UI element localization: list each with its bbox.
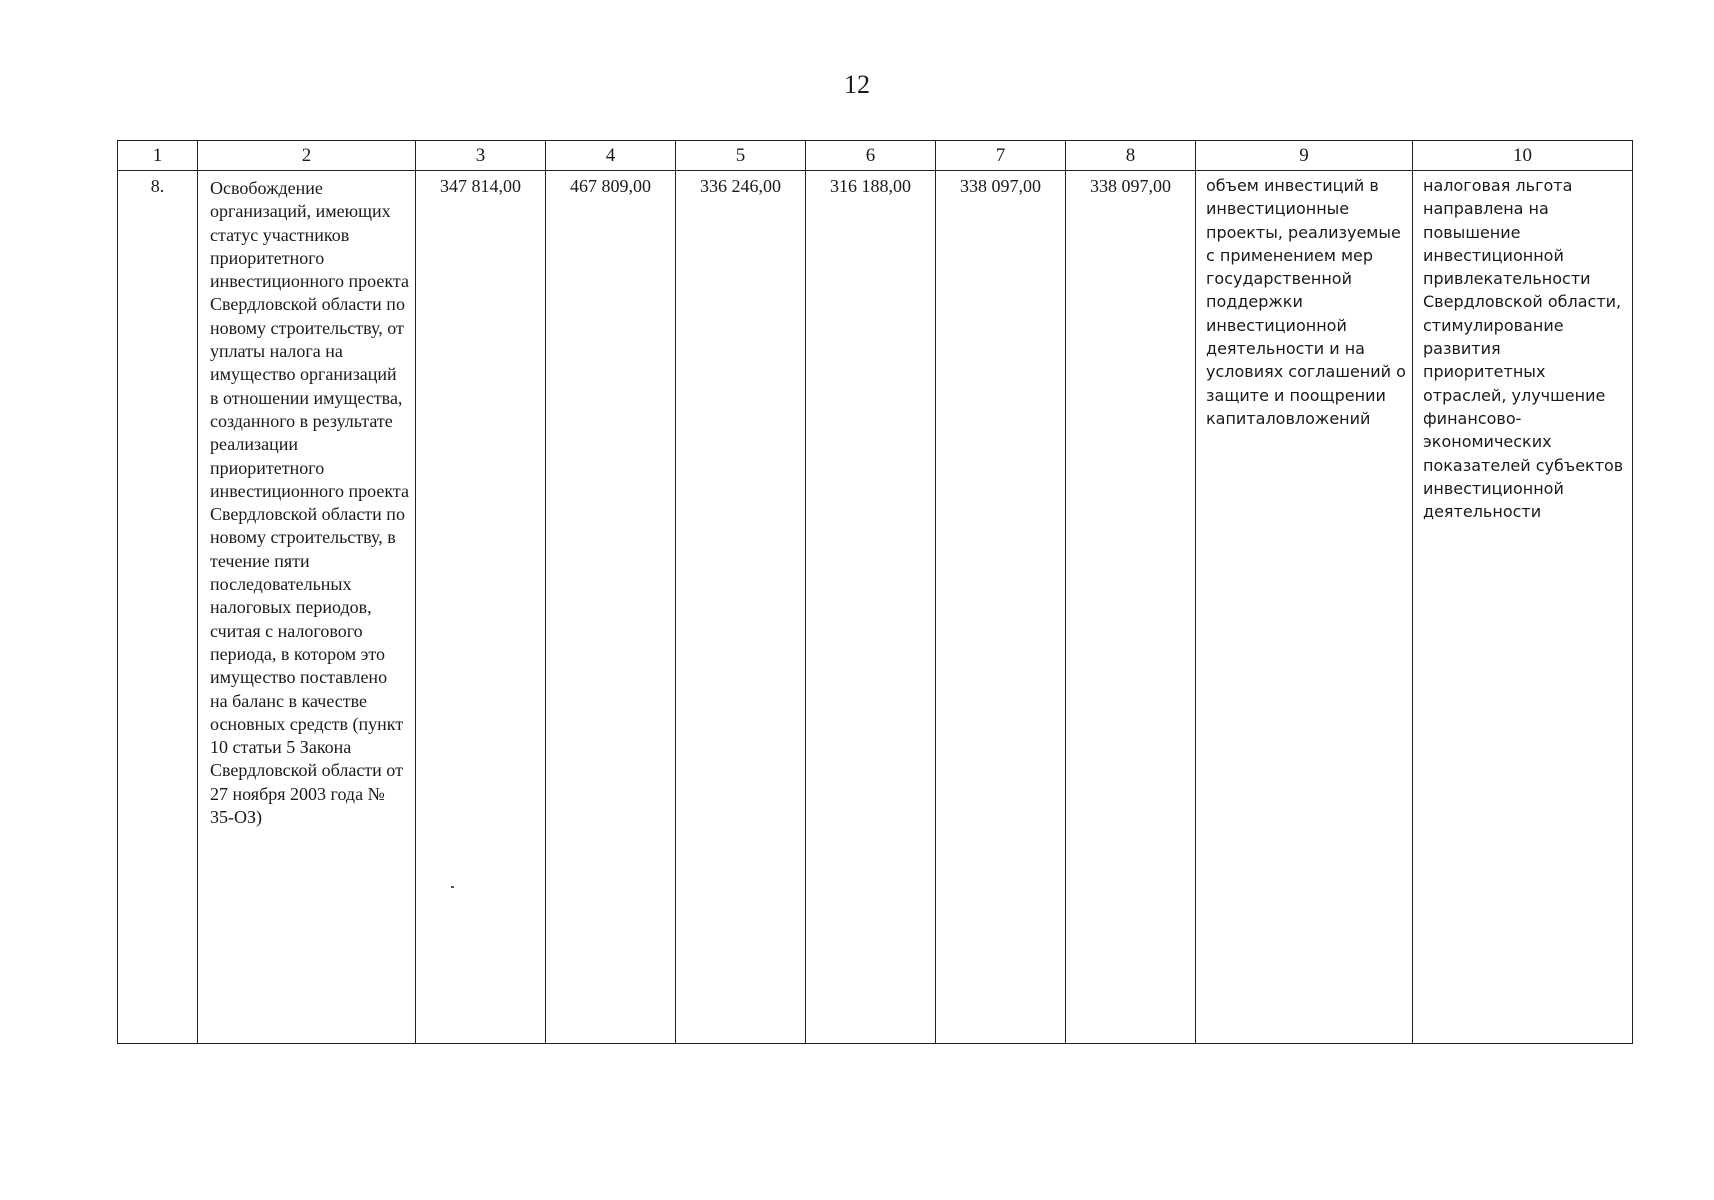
value-col-6: 316 188,00 bbox=[806, 171, 936, 1044]
column-header-3: 3 bbox=[416, 141, 546, 171]
benefit-description: Освобождение организаций, имеющих статус участников приоритетного инвестиционного проекта Свердловской области по новому строительству, от уплаты налога на имущество организаций в отношении имущества, созданного в результате реализации приоритетного инвестиционного проекта Свердловской области по новому строительству, в течение пяти последовательных налоговых периодов, считая с налогового периода, в котором это имущество поставлено на баланс в качестве основных средств (пункт 10 статьи 5 Закона Свердловской области от 27 ноября 2003 года № 35-ОЗ) bbox=[198, 171, 416, 1044]
table-row bbox=[118, 171, 1633, 1044]
column-header-2: 2 bbox=[198, 141, 416, 171]
tax-benefit-table bbox=[117, 140, 1633, 1044]
indicator-description: объем инвестиций в инвестиционные проекты, реализуемые с применением мер государственной поддержки инвестиционной деятельности и на условиях соглашений о защите и поощрении капиталовложений bbox=[1196, 171, 1413, 1044]
scan-artifact bbox=[451, 886, 454, 888]
column-header-4: 4 bbox=[546, 141, 676, 171]
value-col-4: 467 809,00 bbox=[546, 171, 676, 1044]
column-header-8: 8 bbox=[1066, 141, 1196, 171]
column-header-1: 1 bbox=[118, 141, 198, 171]
column-header-10: 10 bbox=[1413, 141, 1633, 171]
value-col-7: 338 097,00 bbox=[936, 171, 1066, 1044]
value-col-5: 336 246,00 bbox=[676, 171, 806, 1044]
column-header-9: 9 bbox=[1196, 141, 1413, 171]
row-number: 8. bbox=[118, 171, 198, 1044]
header-row bbox=[118, 141, 1633, 171]
page-number: 12 bbox=[844, 70, 870, 99]
column-header-5: 5 bbox=[676, 141, 806, 171]
column-header-6: 6 bbox=[806, 141, 936, 171]
value-col-3: 347 814,00 bbox=[416, 171, 546, 1044]
column-header-7: 7 bbox=[936, 141, 1066, 171]
value-col-8: 338 097,00 bbox=[1066, 171, 1196, 1044]
goal-description: налоговая льгота направлена на повышение инвестиционной привлекательности Свердловской области, стимулирование развития приоритетных отраслей, улучшение финансово-экономических показателей субъектов инвестиционной деятельности bbox=[1413, 171, 1633, 1044]
